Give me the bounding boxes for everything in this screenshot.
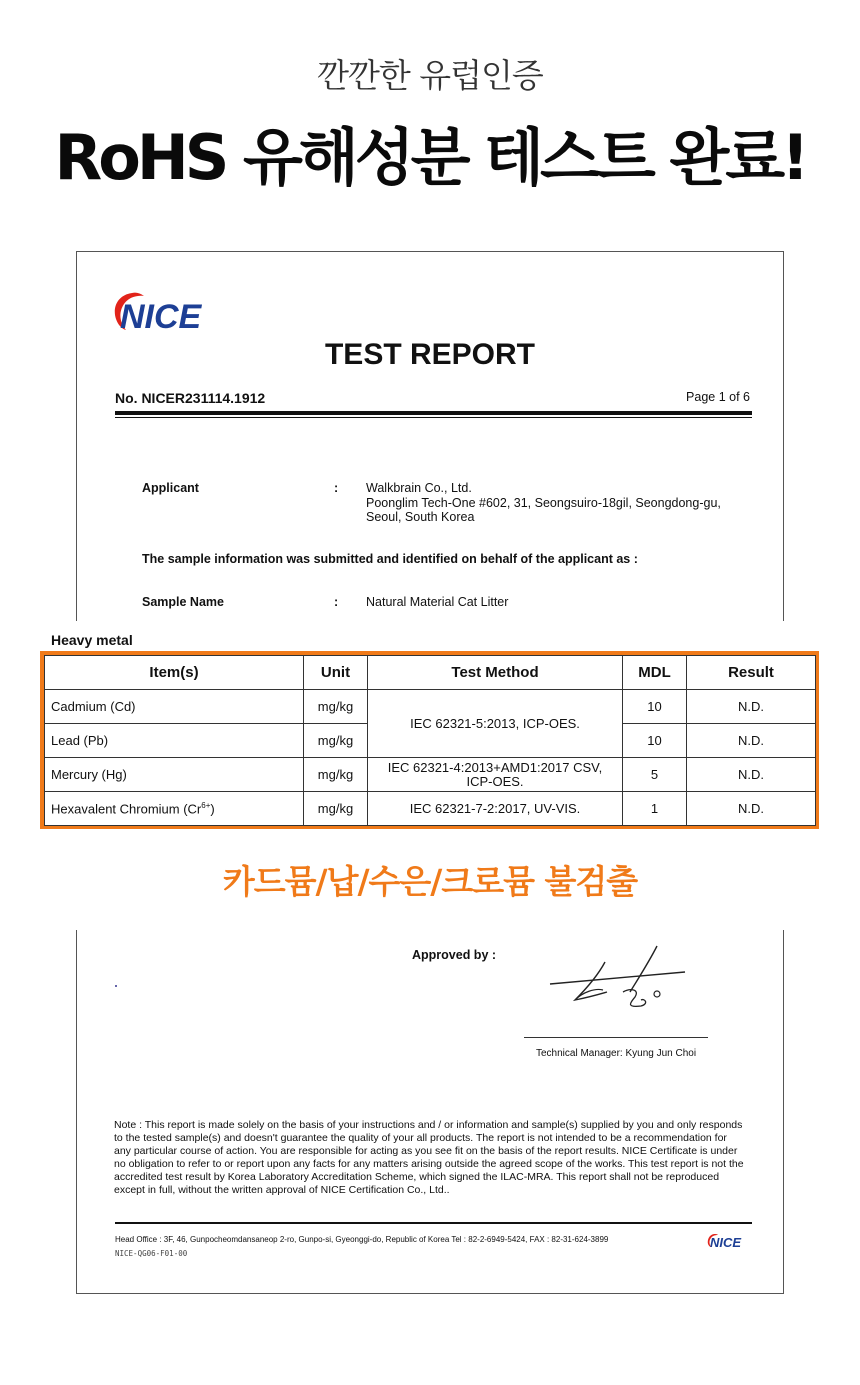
page-headline: RoHS 유해성분 테스트 완료! (54, 121, 806, 194)
head-office-address: Head Office : 3F, 46, Gunpocheomdansaneop 2-ro, Gunpo-si, Gyeonggi-do, Republic of Korea Tel : 82-2-6949-5424, FAX : 82-31-624-3899 (115, 1235, 609, 1244)
page-subtitle: 깐깐한 유럽인증 (317, 56, 543, 95)
approved-by-label: Approved by : (412, 948, 497, 962)
nice-logo-small-text: NICE (710, 1235, 742, 1249)
item-text: Hexavalent Chromium (Cr (51, 801, 202, 817)
item-text-end: ) (210, 801, 215, 817)
sample-name-colon: : (334, 595, 339, 609)
heavy-metal-table (44, 655, 816, 826)
header-items: Item(s) (45, 656, 304, 690)
nice-logo (110, 285, 230, 333)
cell-unit: mg/kg (304, 690, 368, 724)
applicant-colon: : (334, 481, 339, 495)
cell-unit: mg/kg (304, 792, 368, 826)
signature-image (545, 942, 695, 1022)
table-row (45, 792, 816, 826)
sample-name-value: Natural Material Cat Litter (366, 595, 509, 609)
report-number: No. NICER231114.1912 (115, 390, 266, 406)
cell-mdl: 5 (623, 758, 687, 792)
applicant-line-3: Seoul, South Korea (366, 510, 475, 524)
sample-name-label: Sample Name (142, 595, 224, 609)
cell-test-method: IEC 62321-5:2013, ICP-OES. (368, 690, 623, 758)
method-line-2: ICP-OES. (466, 773, 524, 789)
stray-dot (115, 985, 117, 987)
cell-unit: mg/kg (304, 758, 368, 792)
cell-test-method: IEC 62321-7-2:2017, UV-VIS. (368, 792, 623, 826)
table-row (45, 690, 816, 724)
cell-test-method (368, 758, 623, 792)
cell-mdl: 1 (623, 792, 687, 826)
table-header-row (45, 656, 816, 690)
header-result: Result (687, 656, 816, 690)
nice-logo-small (706, 1231, 752, 1249)
header-unit: Unit (304, 656, 368, 690)
applicant-line-2: Poonglim Tech-One #602, 31, Seongsuiro-18gil, Seongdong-gu, (366, 495, 721, 510)
method-line-1: IEC 62321-4:2013+AMD1:2017 CSV, (387, 759, 603, 775)
heavy-metal-table-frame (40, 651, 819, 829)
disclaimer-note: Note : This report is made solely on the basis of your instructions and / or information and sample(s) supplied by you and only responds to the tested sample(s) and doesn't guarantee the quality of your all products. The report is not intended to be a recommendation for any particular course of action. You are responsible for acting as you see fit on the basis of the report results. NICE Certificate is under no obligation to refer to or report upon any facts for any matters arising outside the agreed scope of the works. This test report is not the accredited test result by Korea Laboratory Accreditation Scheme, which signed the ILAC-MRA. This report shall not be reproduced except in full, without the written approval of NICE Certification Co., Ltd.. (114, 1119, 744, 1196)
cell-item (45, 792, 304, 826)
footer-rule (115, 1222, 752, 1224)
report-title: TEST REPORT (324, 338, 535, 371)
header-test-method: Test Method (368, 656, 623, 690)
result-caption: 카드뮴/납/수은/크로뮴 불검출 (222, 862, 638, 901)
cell-result: N.D. (687, 724, 816, 758)
header-mdl: MDL (623, 656, 687, 690)
applicant-label: Applicant (142, 481, 199, 495)
heavy-metal-title: Heavy metal (51, 632, 133, 648)
item-superscript: 6+ (201, 800, 211, 810)
cell-mdl: 10 (623, 690, 687, 724)
applicant-line-1: Walkbrain Co., Ltd. (366, 481, 472, 495)
nice-logo-text: NICE (120, 298, 202, 333)
cell-unit: mg/kg (304, 724, 368, 758)
cell-item: Mercury (Hg) (45, 758, 304, 792)
cell-result: N.D. (687, 792, 816, 826)
sample-statement: The sample information was submitted and identified on behalf of the applicant as : (142, 552, 638, 566)
applicant-value (366, 481, 721, 525)
cell-result: N.D. (687, 690, 816, 724)
table-row (45, 758, 816, 792)
page-indicator: Page 1 of 6 (686, 390, 750, 404)
header-rule-thick (115, 411, 752, 415)
signature-line (524, 1037, 708, 1038)
cell-item: Cadmium (Cd) (45, 690, 304, 724)
cell-result: N.D. (687, 758, 816, 792)
cell-mdl: 10 (623, 724, 687, 758)
header-rule-thin (115, 417, 752, 418)
form-code: NICE-QG06-F01-00 (115, 1249, 188, 1258)
cell-item: Lead (Pb) (45, 724, 304, 758)
technical-manager: Technical Manager: Kyung Jun Choi (536, 1048, 697, 1059)
